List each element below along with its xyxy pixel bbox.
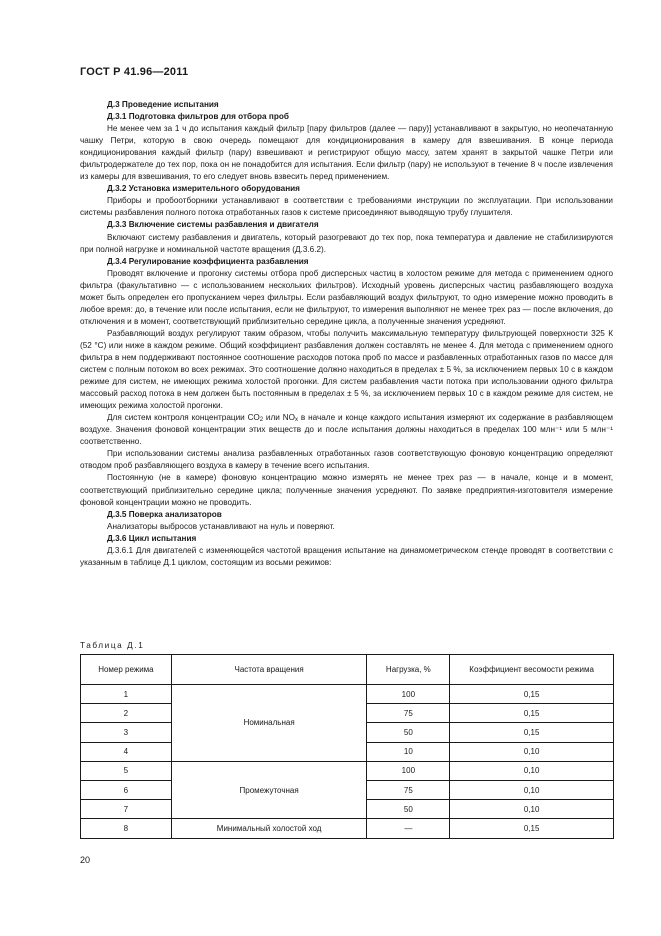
- cell-weight: 0,15: [450, 819, 614, 838]
- cell-speed-nominal: Номинальная: [171, 685, 367, 762]
- cell-load: 50: [367, 723, 450, 742]
- paragraph-d361: Д.3.6.1 Для двигателей с изменяющейся частотой вращения испытание на динамометрическом стенде проводят в соответствии с указанным в таблице Д.1 циклом, состоящим из восьми режимов:: [80, 545, 613, 567]
- table-row: [81, 819, 614, 838]
- cell-speed-intermediate: Промежуточная: [171, 761, 367, 819]
- paragraph-d34-3: [80, 412, 613, 448]
- paragraph-d34-5: Постоянную (не в камере) фоновую концентрацию можно измерять не менее трех раз — в начале, конце и в момент, соответствующий приблизительно середине цикла; полученные значения усредняют. По заявке предприятия-изготовителя измерение фоновой концентрации можно не проводить.: [80, 473, 613, 507]
- cell-mode: 4: [81, 742, 172, 761]
- section-heading-d34: Д.3.4 Регулирование коэффициента разбавления: [107, 256, 309, 266]
- cell-mode: 7: [81, 800, 172, 819]
- paragraph-d35: Анализаторы выбросов устанавливают на нуль и поверяют.: [107, 521, 335, 531]
- cell-load: 75: [367, 704, 450, 723]
- paragraph-d31: Не менее чем за 1 ч до испытания каждый фильтр [пару фильтров (далее — пару)] устанавливают в закрытую, но неопечатанную чашку Петри, которую в свою очередь помещают для кондиционирования в камеру для взвешивания. В конце периода кондиционирования каждый фильтр (пару) взвешивают и регистрируют общую массу, затем хранят в закрытой чашке Петри или фильтродержателе до тех пор, пока он не понадобится для испытания. Если фильтр (пару) не используют в течение 8 ч после извлечения из камеры для взвешивания, то его следует вновь взвесить перед применением.: [80, 124, 613, 182]
- cell-load: —: [367, 819, 450, 838]
- cell-load: 100: [367, 761, 450, 780]
- paragraph-d34-4: При использовании системы анализа разбавленных отработанных газов соответствующую фоновую концентрацию определяют отводом проб разбавляющего воздуха в камеру в течение всего испытания.: [80, 449, 613, 471]
- cell-load: 75: [367, 780, 450, 799]
- paragraph-d32: Приборы и пробоотборники устанавливают в соответствии с требованиями инструкции по эксплуатации. При использовании системы разбавления полного потока отработанных газов к системе присоединяют выводящую трубу глушителя.: [80, 196, 613, 218]
- cell-mode: 1: [81, 685, 172, 704]
- cell-mode: 8: [81, 819, 172, 838]
- paragraph-d34-2: Разбавляющий воздух регулируют таким образом, чтобы получить максимальную температуру фильтрующей поверхности 325 К (52 °С) или ниже в каждом режиме. Общий коэффициент разбавления должен составлять не менее 4. Для метода с применением одного фильтра в нем поддерживают постоянное соотношение расходов потока проб по массе и разбавленных отработанных газов по массе для систем с полным потоком во всех режимах. Это соотношение должно находиться в пределах ± 5 %, за исключением первых 10 с в каждом режиме для систем, не имеющих режима холостой прогонки. Для систем разбавления части потока при использовании одного фильтра массовый расход потока в нем должен быть постоянным в пределах ± 5 %, за исключением первых 10 с в каждом режиме для систем, не имеющих режима холостой прогонки.: [80, 328, 613, 411]
- section-heading-d33: Д.3.3 Включение системы разбавления и двигателя: [107, 220, 319, 230]
- paragraph-d34-1: Проводят включение и прогонку системы отбора проб дисперсных частиц в холостом режиме для метода с применением одного фильтра (факультативно — с использованием нескольких фильтров). Исходный уровень дисперсных частиц разбавляющего воздуха может быть определен его пропусканием через фильтры. Если разбавляющий воздух фильтруют, то одно измерение можно проводить в любое время: до, в течение или после испытания, если не фильтруют, то измерения выполняют не менее трех раз — после включения, до отключения и в момент, соответствующий приблизительно середине цикла, а полученные значения усредняют.: [80, 268, 613, 326]
- document-body: [80, 99, 613, 569]
- cell-weight: 0,10: [450, 800, 614, 819]
- table-row: [81, 761, 614, 780]
- cell-load: 10: [367, 742, 450, 761]
- subscript-2: 2: [259, 417, 264, 424]
- header-mode: Номер режима: [81, 655, 172, 685]
- header-speed: Частота вращения: [171, 655, 367, 685]
- header-weight: Коэффициент весомости режима: [450, 655, 614, 685]
- paragraph-d33: Включают систему разбавления и двигатель, который разогревают до тех пор, пока температура и давление не стабилизируются при полной нагрузке и номинальной частоте вращения (Д.3.6.2).: [80, 232, 613, 254]
- cell-weight: 0,15: [450, 704, 614, 723]
- mode-table: [80, 654, 614, 839]
- cell-mode: 3: [81, 723, 172, 742]
- text-nox: или NO: [263, 413, 295, 423]
- section-heading-d3: Д.3 Проведение испытания: [107, 100, 219, 109]
- section-heading-d35: Д.3.5 Поверка анализаторов: [107, 509, 222, 519]
- cell-mode: 2: [81, 704, 172, 723]
- text-co2-intro: Для систем контроля концентрации СО: [107, 413, 260, 423]
- section-heading-d36: Д.3.6 Цикл испытания: [107, 533, 197, 543]
- cell-load: 50: [367, 800, 450, 819]
- cell-weight: 0,15: [450, 685, 614, 704]
- cell-load: 100: [367, 685, 450, 704]
- page-number: 20: [80, 855, 91, 865]
- table-header-row: [81, 655, 614, 685]
- cell-speed-idle: Минимальный холостой ход: [171, 819, 367, 838]
- section-heading-d32: Д.3.2 Установка измерительного оборудования: [107, 184, 300, 194]
- cell-weight: 0,10: [450, 742, 614, 761]
- text-co2-rest: в начале и конце каждого испытания измеряют их содержание в разбавляющем воздухе. Значения фоновой концентрации этих веществ до и после испытания должны находиться в пределах 100 млн⁻¹ или 5 млн⁻¹ соответственно.: [80, 413, 613, 447]
- table-caption: Таблица Д.1: [80, 641, 145, 650]
- cell-weight: 0,15: [450, 723, 614, 742]
- subscript-x: x: [295, 417, 298, 424]
- table-row: [81, 685, 614, 704]
- cell-weight: 0,10: [450, 780, 614, 799]
- cell-mode: 5: [81, 761, 172, 780]
- document-header: ГОСТ Р 41.96—2011: [80, 66, 189, 78]
- header-load: Нагрузка, %: [367, 655, 450, 685]
- cell-mode: 6: [81, 780, 172, 799]
- section-heading-d31: Д.3.1 Подготовка фильтров для отбора проб: [107, 112, 289, 122]
- cell-weight: 0,10: [450, 761, 614, 780]
